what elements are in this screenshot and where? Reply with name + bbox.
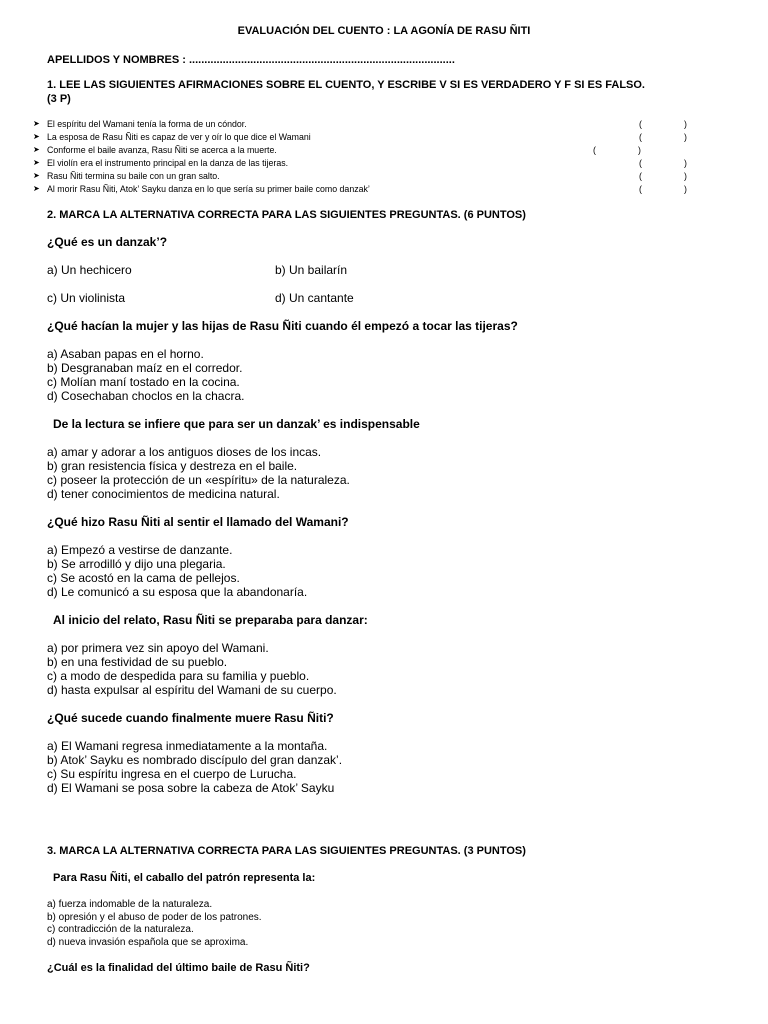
option-c[interactable]: c) Se acostó en la cama de pellejos.	[47, 571, 240, 585]
tf-item-text: El violín era el instrumento principal en la danza de las tijeras.	[47, 158, 289, 168]
section3-heading: 3. MARCA LA ALTERNATIVA CORRECTA PARA LAS SIGUIENTES PREGUNTAS. (3 PUNTOS)	[47, 845, 526, 857]
option-b[interactable]: b) Un bailarín	[275, 263, 348, 277]
option-c[interactable]: c) poseer la protección de un «espíritu» de la naturaleza.	[47, 473, 350, 487]
tf-item-text: La esposa de Rasu Ñiti es capaz de ver y oír lo que dice el Wamani	[47, 132, 311, 142]
question-muerte-rasu-niti: ¿Qué sucede cuando finalmente muere Rasu Ñiti?	[47, 711, 334, 725]
option-b[interactable]: b) Atok’ Sayku es nombrado discípulo del gran danzak’.	[47, 753, 343, 767]
option-a[interactable]: a) Un hechicero	[47, 263, 132, 277]
option-d[interactable]: d) hasta expulsar al espíritu del Wamani de su cuerpo.	[47, 683, 337, 697]
question-llamado-wamani: ¿Qué hizo Rasu Ñiti al sentir el llamado del Wamani?	[47, 515, 349, 529]
answer-close-paren: )	[684, 132, 687, 142]
question-inicio-relato: Al inicio del relato, Rasu Ñiti se preparaba para danzar:	[53, 613, 368, 627]
tf-item	[33, 145, 733, 158]
option-b[interactable]: b) opresión y el abuso de poder de los patrones.	[47, 911, 262, 923]
tf-item-text: Rasu Ñiti termina su baile con un gran salto.	[47, 171, 220, 181]
option-b[interactable]: b) en una festividad de su pueblo.	[47, 655, 228, 669]
option-a[interactable]: a) Empezó a vestirse de danzante.	[47, 543, 233, 557]
tf-item	[33, 171, 733, 184]
option-d[interactable]: d) Le comunicó a su esposa que la abandonaría.	[47, 585, 308, 599]
question-ultimo-baile: ¿Cuál es la finalidad del último baile de Rasu Ñiti?	[47, 962, 310, 974]
name-line: APELLIDOS Y NOMBRES : .......................................................................................	[47, 54, 455, 66]
option-a[interactable]: a) Asaban papas en el horno.	[47, 347, 204, 361]
option-d[interactable]: d) Un cantante	[275, 291, 354, 305]
option-b[interactable]: b) Desgranaban maíz en el corredor.	[47, 361, 243, 375]
answer-close-paren: )	[684, 119, 687, 129]
option-c[interactable]: c) Un violinista	[47, 291, 126, 305]
answer-close-paren: )	[684, 171, 687, 181]
arrow-bullet-icon: ➤	[33, 184, 40, 193]
answer-open-paren[interactable]: (	[639, 171, 642, 181]
option-b[interactable]: b) gran resistencia física y destreza en el baile.	[47, 459, 298, 473]
tf-item	[33, 184, 733, 197]
option-a[interactable]: a) fuerza indomable de la naturaleza.	[47, 899, 213, 910]
answer-open-paren[interactable]: (	[639, 184, 642, 194]
tf-item-text: Al morir Rasu Ñiti, Atok’ Sayku danza en lo que sería su primer baile como danzak’	[47, 184, 370, 194]
option-d[interactable]: d) Cosechaban choclos en la chacra.	[47, 389, 245, 403]
answer-open-paren[interactable]: (	[639, 158, 642, 168]
option-d[interactable]: d) nueva invasión española que se aproxima.	[47, 936, 249, 948]
option-b[interactable]: b) Se arrodilló y dijo una plegaria.	[47, 557, 226, 571]
option-c[interactable]: c) a modo de despedida para su familia y pueblo.	[47, 669, 310, 683]
options-list	[47, 899, 262, 949]
section1-heading: 1. LEE LAS SIGUIENTES AFIRMACIONES SOBRE EL CUENTO, Y ESCRIBE V SI ES VERDADERO Y F SI ES FALSO.	[47, 79, 645, 91]
answer-open-paren[interactable]: (	[639, 119, 642, 129]
option-a[interactable]: a) por primera vez sin apoyo del Wamani.	[47, 641, 269, 655]
options-list	[47, 739, 342, 795]
document-title: EVALUACIÓN DEL CUENTO : LA AGONÍA DE RASU ÑITI	[237, 25, 531, 37]
option-c[interactable]: c) contradicción de la naturaleza.	[47, 924, 194, 935]
arrow-bullet-icon: ➤	[33, 158, 40, 167]
section2-heading: 2. MARCA LA ALTERNATIVA CORRECTA PARA LAS SIGUIENTES PREGUNTAS. (6 PUNTOS)	[47, 209, 526, 221]
tf-item-text: El espíritu del Wamani tenía la forma de un cóndor.	[47, 119, 247, 129]
answer-open-paren[interactable]: (	[639, 132, 642, 142]
options-list	[47, 347, 244, 403]
tf-item	[33, 132, 733, 145]
options-list	[47, 445, 350, 501]
arrow-bullet-icon: ➤	[33, 145, 40, 154]
tf-item-text: Conforme el baile avanza, Rasu Ñiti se acerca a la muerte.	[47, 145, 277, 155]
answer-close-paren: )	[684, 158, 687, 168]
tf-item	[33, 158, 733, 171]
answer-close-paren: )	[638, 145, 641, 155]
option-a[interactable]: a) El Wamani regresa inmediatamente a la montaña.	[47, 739, 328, 753]
options-list	[47, 641, 337, 697]
question-caballo-patron: Para Rasu Ñiti, el caballo del patrón representa la:	[53, 872, 316, 884]
arrow-bullet-icon: ➤	[33, 119, 40, 128]
answer-close-paren: )	[684, 184, 687, 194]
options-list	[47, 543, 307, 599]
option-d[interactable]: d) tener conocimientos de medicina natural.	[47, 487, 280, 501]
option-d[interactable]: d) El Wamani se posa sobre la cabeza de Atok’ Sayku	[47, 781, 335, 795]
arrow-bullet-icon: ➤	[33, 132, 40, 141]
section1-points: (3 P)	[47, 93, 71, 105]
answer-open-paren[interactable]: (	[593, 145, 596, 155]
option-a[interactable]: a) amar y adorar a los antiguos dioses de los incas.	[47, 445, 322, 459]
question-danzak: ¿Qué es un danzak’?	[47, 235, 168, 249]
option-c[interactable]: c) Su espíritu ingresa en el cuerpo de Lurucha.	[47, 767, 297, 781]
question-inferencia: De la lectura se infiere que para ser un danzak’ es indispensable	[53, 417, 420, 431]
option-c[interactable]: c) Molían maní tostado en la cocina.	[47, 375, 240, 389]
question-mujer-hijas: ¿Qué hacían la mujer y las hijas de Rasu Ñiti cuando él empezó a tocar las tijeras?	[47, 319, 518, 333]
arrow-bullet-icon: ➤	[33, 171, 40, 180]
tf-item	[33, 119, 733, 132]
